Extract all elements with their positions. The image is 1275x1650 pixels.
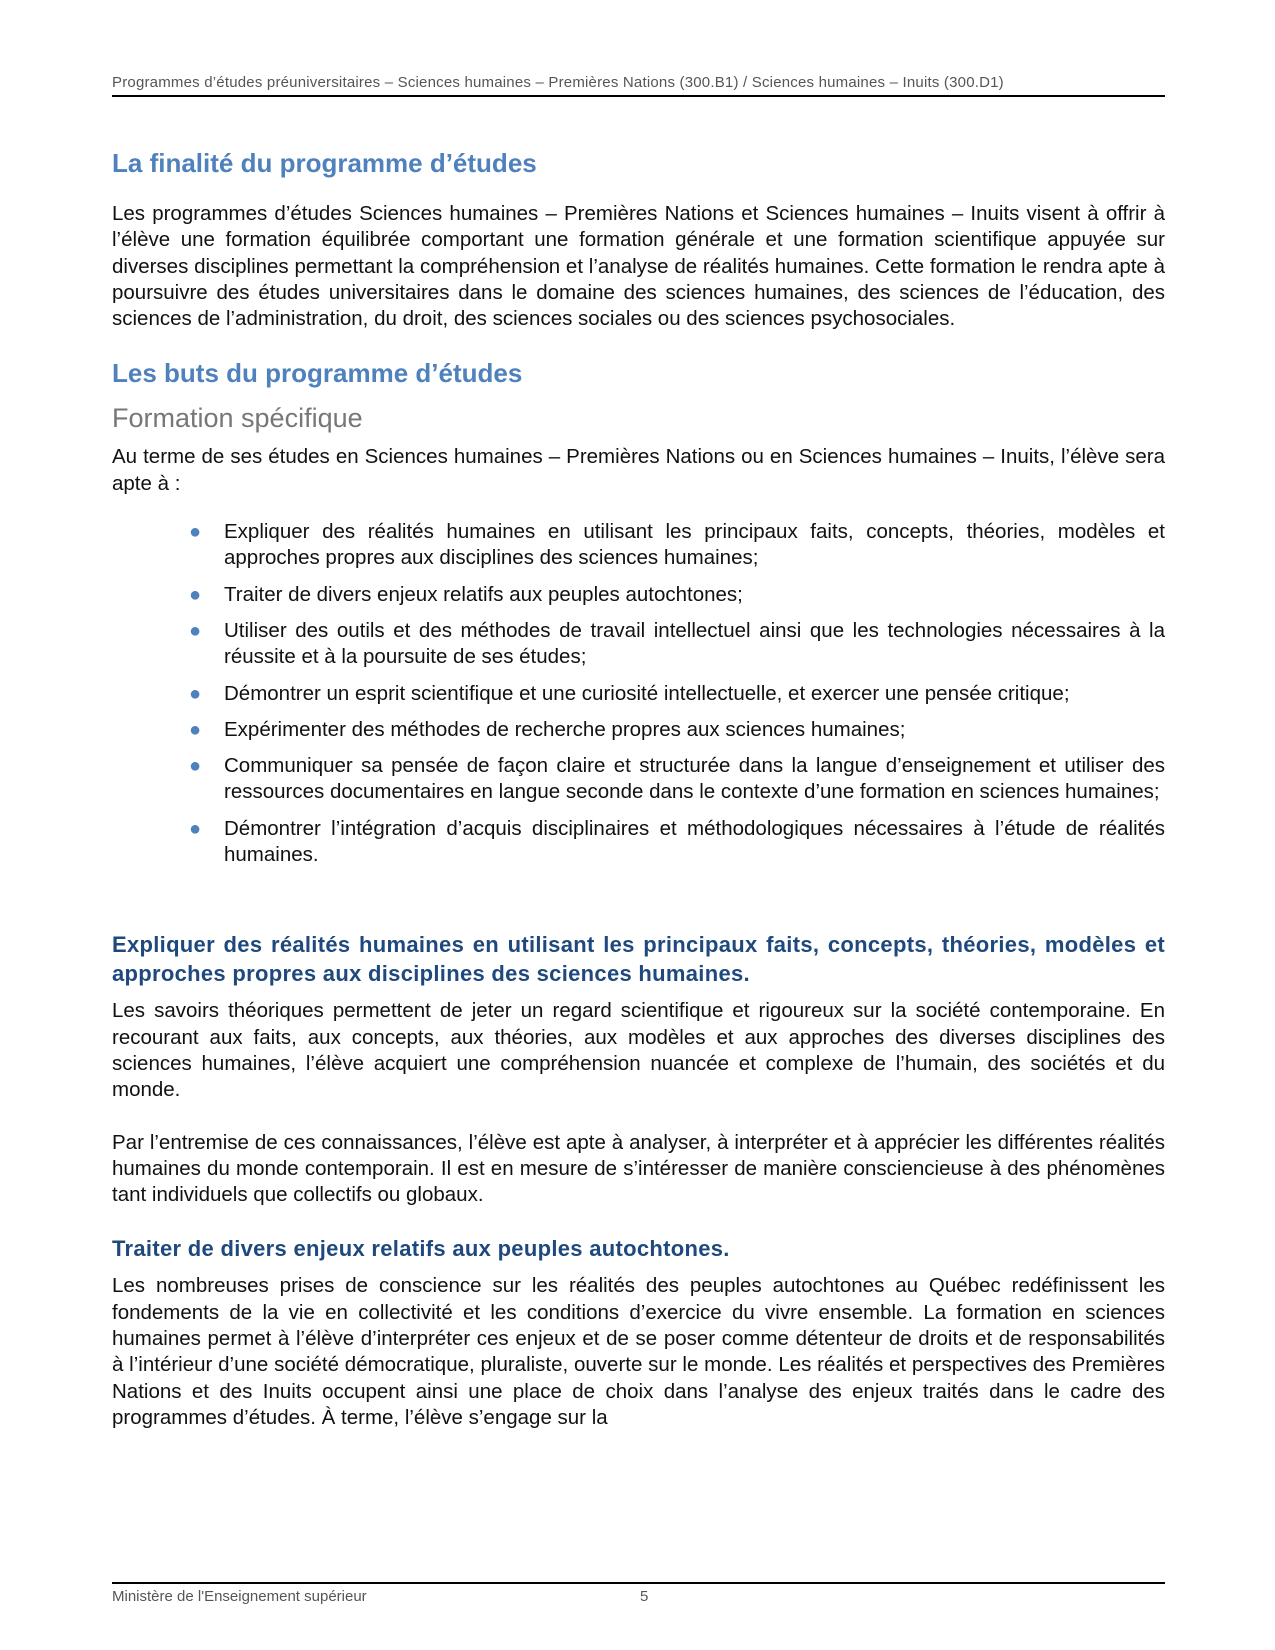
formation-intro: Au terme de ses études en Sciences humaines – Premières Nations ou en Sciences humaines – Inuits, l’élève sera apte à : <box>112 445 1165 495</box>
goal-text: Expliquer des réalités humaines en utilisant les principaux faits, concepts, théories, modèles et approches propres aux disciplines des sciences humaines; <box>224 520 1165 570</box>
bullet-icon: ● <box>189 583 202 606</box>
bullet-icon: ● <box>189 619 202 642</box>
page-number: 5 <box>640 1588 649 1605</box>
expliquer-paragraph-2: Par l’entremise de ces connaissances, l’élève est apte à analyser, à interpréter et à apprécier les différentes réalités humaines du monde contemporain. Il est en mesure de s’intéresser de manière consciencieuse à des phénomènes tant individuels que collectifs ou globaux. <box>112 1130 1165 1207</box>
list-item <box>189 753 1165 806</box>
running-header: Programmes d’études préuniversitaires – Sciences humaines – Premières Nations (300.B1) / Sciences humaines – Inuits (300.D1) <box>112 74 1165 97</box>
section-title-finalite: La finalité du programme d’études <box>112 148 537 178</box>
goal-heading-traiter: Traiter de divers enjeux relatifs aux peuples autochtones. <box>112 1236 730 1262</box>
goal-text: Démontrer l’intégration d’acquis disciplinaires et méthodologiques nécessaires à l’étude de réalités humaines. <box>224 816 1165 867</box>
traiter-paragraph-1: Les nombreuses prises de conscience sur les réalités des peuples autochtones au Québec redéfinissent les fondements de la vie en collectivité et les conditions d’exercice du vivre ensemble. La formation en sciences humaines permet à l’élève d’interpréter ces enjeux et de se poser comme détenteur de droits et de responsabilités à l’intérieur d’une société démocratique, pluraliste, ouverte sur le monde. Les réalités et perspectives des Premières Nations et des Inuits occupent ainsi une place de choix dans l’analyse des enjeux traités dans le cadre des programmes d’études. À terme, l’élève s’engage sur la <box>112 1274 1165 1429</box>
page-body <box>112 148 1165 1431</box>
section-title-buts: Les buts du programme d’études <box>112 358 523 389</box>
bullet-icon: ● <box>189 755 202 778</box>
goals-list <box>112 519 1165 868</box>
bullet-icon: ● <box>189 521 202 544</box>
list-item <box>189 582 1165 608</box>
goal-text: Expérimenter des méthodes de recherche propres aux sciences humaines; <box>224 717 906 741</box>
list-item <box>189 519 1165 572</box>
bullet-icon: ● <box>189 682 202 705</box>
goal-text: Démontrer un esprit scientifique et une curiosité intellectuelle, et exercer une pensée critique; <box>224 681 1070 705</box>
bullet-icon: ● <box>189 718 202 741</box>
goal-text: Traiter de divers enjeux relatifs aux peuples autochtones; <box>224 582 743 606</box>
goal-text: Utiliser des outils et des méthodes de travail intellectuel ainsi que les technologies nécessaires à la réussite et à la poursuite de ses études; <box>224 618 1165 669</box>
footer-ministry: Ministère de l'Enseignement supérieur <box>112 1588 367 1605</box>
page-footer <box>112 1582 1165 1605</box>
list-item <box>189 618 1165 671</box>
list-item <box>189 816 1165 869</box>
goal-text: Communiquer sa pensée de façon claire et structurée dans la langue d’enseignement et utiliser des ressources documentaires en langue seconde dans le contexte d’une formation en sciences humaines; <box>224 754 1165 804</box>
list-item <box>189 717 1165 743</box>
finalite-paragraph: Les programmes d’études Sciences humaines – Premières Nations et Sciences humaines – Inuits visent à offrir à l’élève une formation équilibrée comportant une formation générale et une formation scientifique appuyée sur diverses disciplines permettant la compréhension et l’analyse de réalités humaines. Cette formation le rendra apte à poursuivre des études universitaires dans le domaine des sciences humaines, des sciences de l’éducation, des sciences de l’administration, du droit, des sciences sociales ou des sciences psychosociales. <box>112 202 1165 331</box>
goal-heading-expliquer: Expliquer des réalités humaines en utilisant les principaux faits, concepts, théories, modèles et approches propres aux disciplines des sciences humaines. <box>112 932 1165 987</box>
expliquer-paragraph-1: Les savoirs théoriques permettent de jeter un regard scientifique et rigoureux sur la société contemporaine. En recourant aux faits, aux concepts, aux théories, aux modèles et aux approches des diverses disciplines des sciences humaines, l’élève acquiert une compréhension nuancée et complexe de l’humain, des sociétés et du monde. <box>112 999 1165 1102</box>
subsection-title-formation: Formation spécifique <box>112 403 363 434</box>
list-item <box>189 681 1165 707</box>
bullet-icon: ● <box>189 817 202 840</box>
